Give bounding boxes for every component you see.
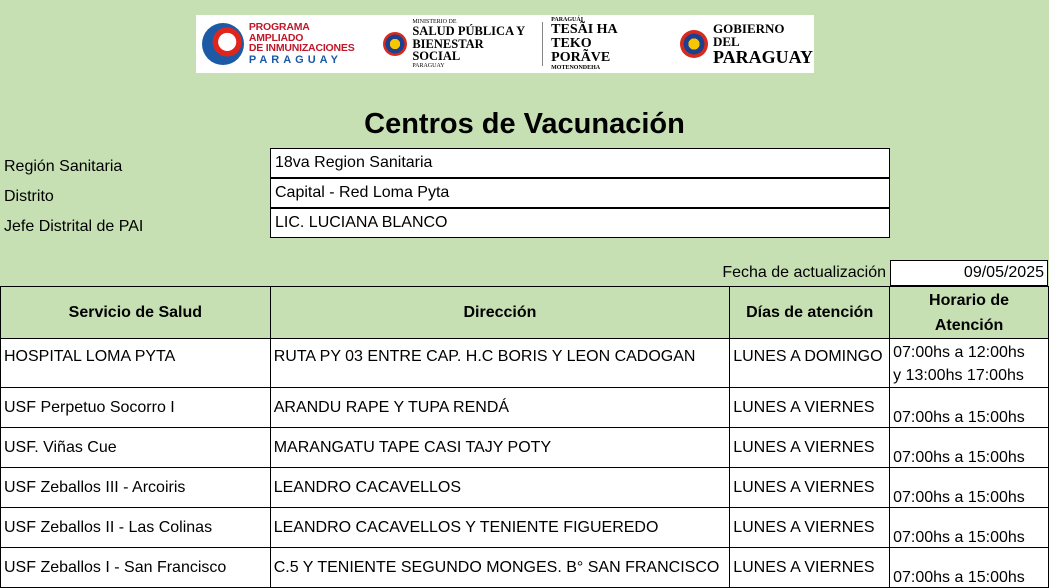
tesai-line1: TESÃI HA TEKO <box>551 22 617 51</box>
table-row <box>1 428 1049 468</box>
cell-dias: LUNES A DOMINGO <box>730 339 890 388</box>
gobierno-line2: PARAGUAY <box>713 47 814 67</box>
header-dias: Días de atención <box>730 287 890 339</box>
cell-servicio: USF Zeballos I - San Francisco <box>1 548 271 588</box>
pai-logo-line3: PARAGUAY <box>248 53 342 66</box>
region-value: 18va Region Sanitaria <box>270 148 890 178</box>
cell-servicio: USF Zeballos III - Arcoiris <box>1 468 271 508</box>
ministerio-line1: SALUD PÚBLICA Y <box>412 23 526 38</box>
cell-horario: 07:00hs a 15:00hs <box>890 388 1049 428</box>
cell-direccion: ARANDU RAPE Y TUPA RENDÁ <box>270 388 729 428</box>
ministerio-small: MINISTERIO DE <box>412 18 457 25</box>
cell-dias: LUNES A VIERNES <box>730 468 890 508</box>
pai-logo-line1: PROGRAMA AMPLIADO <box>248 21 310 44</box>
cell-horario <box>890 339 1049 388</box>
jefe-label: Jefe Distrital de PAI <box>4 218 144 235</box>
ministerio-foot: PARAGUAY <box>412 63 445 70</box>
cell-dias: LUNES A VIERNES <box>730 548 890 588</box>
table-row <box>1 548 1049 588</box>
gobierno-seal-icon <box>680 30 708 58</box>
table-row <box>1 468 1049 508</box>
table-row <box>1 508 1049 548</box>
tesai-line2: PORÃVE <box>551 50 611 65</box>
cell-horario-line1: 07:00hs a 12:00hs <box>893 344 1025 361</box>
tesai-logo <box>551 15 660 73</box>
cell-direccion: LEANDRO CACAVELLOS Y TENIENTE FIGUEREDO <box>270 508 729 548</box>
jefe-value: LIC. LUCIANA BLANCO <box>270 208 890 238</box>
cell-direccion: LEANDRO CACAVELLOS <box>270 468 729 508</box>
cell-direccion: RUTA PY 03 ENTRE CAP. H.C BORIS Y LEON CADOGAN <box>270 339 729 388</box>
header-servicio: Servicio de Salud <box>1 287 271 339</box>
distrito-label: Distrito <box>4 188 54 205</box>
cell-horario-line2: y 13:00hs 17:00hs <box>893 367 1024 384</box>
tesai-top: PARAGUÁI <box>551 17 584 23</box>
table-row <box>1 339 1049 388</box>
region-label: Región Sanitaria <box>4 158 123 175</box>
pai-logo-line2: DE INMUNIZACIONES <box>248 42 355 55</box>
ministerio-line2: BIENESTAR SOCIAL <box>412 36 484 64</box>
pai-emblem-icon <box>202 23 244 65</box>
cell-dias: LUNES A VIERNES <box>730 508 890 548</box>
cell-direccion: C.5 Y TENIENTE SEGUNDO MONGES. B° SAN FRANCISCO <box>270 548 729 588</box>
page-title: Centros de Vacunación <box>364 108 685 140</box>
tesai-foot: MOTENONDEHA <box>551 65 601 71</box>
cell-servicio: HOSPITAL LOMA PYTA <box>1 339 271 388</box>
cell-direccion: MARANGATU TAPE CASI TAJY POTY <box>270 428 729 468</box>
vaccination-centers-table <box>0 286 1049 588</box>
header-direccion: Dirección <box>270 287 729 339</box>
fecha-label: Fecha de actualización <box>722 264 886 281</box>
national-seal-icon <box>383 32 407 56</box>
cell-horario: 07:00hs a 15:00hs <box>890 548 1049 588</box>
logo-divider <box>542 22 543 66</box>
cell-servicio: USF Zeballos II - Las Colinas <box>1 508 271 548</box>
cell-servicio: USF. Viñas Cue <box>1 428 271 468</box>
fecha-value: 09/05/2025 <box>890 260 1048 286</box>
gobierno-line1: GOBIERNO DEL <box>713 21 785 49</box>
distrito-value: Capital - Red Loma Pyta <box>270 178 890 208</box>
cell-horario: 07:00hs a 15:00hs <box>890 428 1049 468</box>
cell-dias: LUNES A VIERNES <box>730 388 890 428</box>
logo-banner <box>196 15 814 73</box>
header-horario: Horario de Atención <box>890 287 1049 339</box>
ministerio-logo <box>365 15 534 73</box>
gobierno-logo <box>660 15 814 73</box>
cell-horario: 07:00hs a 15:00hs <box>890 508 1049 548</box>
pai-logo <box>196 15 365 73</box>
table-row <box>1 388 1049 428</box>
cell-horario: 07:00hs a 15:00hs <box>890 468 1049 508</box>
table-header-row <box>1 287 1049 339</box>
cell-dias: LUNES A VIERNES <box>730 428 890 468</box>
cell-servicio: USF Perpetuo Socorro I <box>1 388 271 428</box>
